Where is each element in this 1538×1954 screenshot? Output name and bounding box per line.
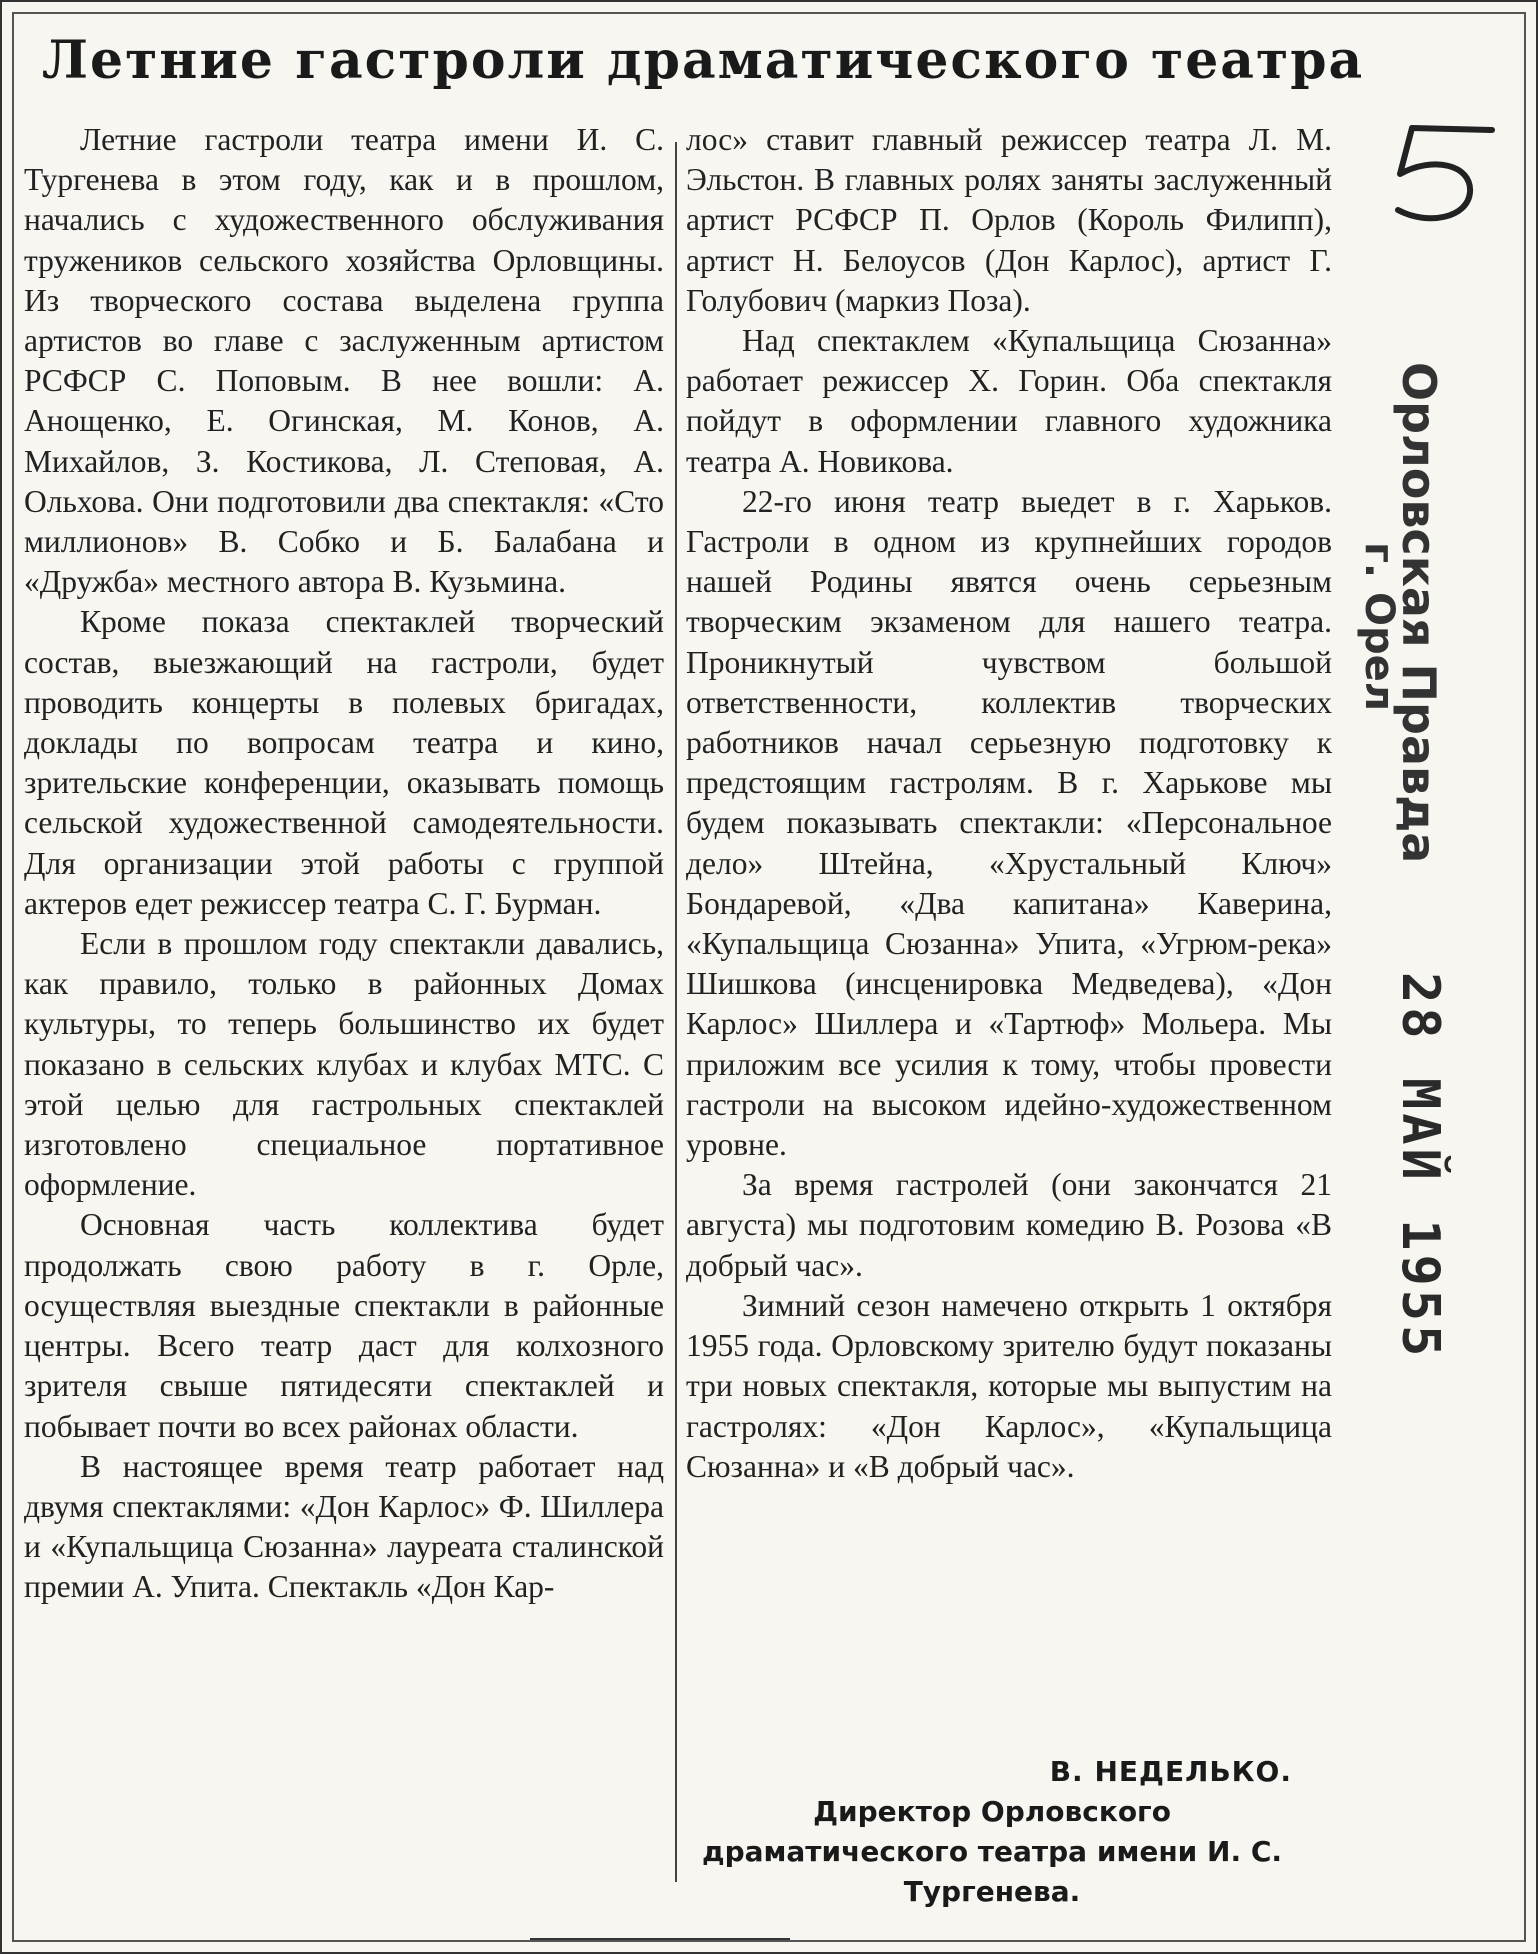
paragraph: В настоящее время театр работает над двумя спектаклями: «Дон Карлос» Ф. Шиллера и «Купальщица Сюзанна» лауреата сталинской премии А. Упита. Спектакль «Дон Кар- (24, 1448, 664, 1605)
author-signature (692, 1752, 1292, 1912)
stamp-date: 28 МАЙ 1955 (1390, 972, 1450, 1361)
author-title: Директор Орловского драматического театра имени И. С. Тургенева. (701, 1795, 1283, 1908)
article-column-1 (24, 120, 664, 1608)
paragraph: 22-го июня театр выедет в г. Харьков. Гастроли в одном из крупнейших городов нашей Родины явятся очень серьезным творческим экзаменом для нашего театра. Проникнутый чувством большой ответственности, коллектив творческих работников начал серьезную подготовку к предстоящим гастролям. В г. Харькове мы будем показывать спектакли: «Персональное дело» Штейна, «Хрустальный Ключ» Бондаревой, «Два капитана» Каверина, «Купальщица Сюзанна» Упита, «Угрюм-река» Шишкова (инсценировка Медведева), «Дон Карлос» Шиллера и «Тартюф» Мольера. Мы приложим все усилия к тому, чтобы провести гастроли на высоком идейно-художественном уровне. (686, 483, 1332, 1163)
paragraph: Основная часть коллектива будет продолжать свою работу в г. Орле, осуществляя выездные спектакли в районные центры. Всего театр даст для колхозного зрителя свыше пятидесяти спектаклей и побывает почти во всех районах области. (24, 1207, 664, 1444)
bottom-rule (530, 1938, 790, 1940)
paragraph-continuation: лос» ставит главный режиссер театра Л. М. Эльстон. В главных ролях заняты заслуженный артист РСФСР П. Орлов (Король Филипп), артист Н. Белоусов (Дон Карлос), артист Г. Голубович (маркиз Поза). (686, 122, 1332, 318)
paragraph: Зимний сезон намечено открыть 1 октября 1955 года. Орловскому зрителю будут показаны три новых спектакля, которые мы выпустим на гастролях: «Дон Карлос», «Купальщица Сюзанна» и «В добрый час». (686, 1287, 1332, 1484)
paragraph: Если в прошлом году спектакли давались, как правило, только в районных Домах культуры, то теперь большинство их будет показано в сельских клубах и клубах МТС. С этой целью для гастрольных спектаклей изготовлено специальное портативное оформление. (24, 926, 664, 1203)
paragraph: Летние гастроли театра имени И. С. Тургенева в этом году, как и в прошлом, начались с художественного обслуживания тружеников сельского хозяйства Орловщины. Из творческого состава выделена группа артистов во главе с заслуженным артистом РСФСР С. Поповым. В нее вошли: А. Анощенко, Е. Огинская, М. Конов, А. Михайлов, З. Костикова, Л. Степовая, А. Ольхова. Они подготовили два спектакля: «Сто миллионов» В. Собко и Б. Балабана и «Дружба» местного автора В. Кузьмина. (24, 122, 664, 600)
article-headline: Летние гастроли драматического театра (42, 30, 1365, 91)
paragraph: Над спектаклем «Купальщица Сюзанна» работает режиссер Х. Горин. Оба спектакля пойдут в оформлении главного художника театра А. Новикова. (686, 323, 1332, 479)
stamp-city: г. Орел (1356, 542, 1402, 712)
author-name: В. НЕДЕЛЬКО. (1049, 1755, 1292, 1788)
article-column-2 (686, 120, 1332, 1487)
paragraph: За время гастролей (они закончатся 21 августа) мы подготовим комедию В. Розова «В добрый час». (686, 1167, 1332, 1283)
stamp-newspaper-name: Орловская Правда (1392, 362, 1446, 864)
paragraph: Кроме показа спектаклей творческий состав, выезжающий на гастроли, будет проводить концерты в полевых бригадах, доклады по вопросам театра и кино, зрительские конференции, оказывать помощь сельской художественной самодеятельности. Для организации этой работы с группой актеров едет режиссер театра С. Г. Бурман. (24, 604, 664, 921)
column-divider (675, 142, 677, 1882)
handwritten-number-mark (1342, 112, 1512, 232)
